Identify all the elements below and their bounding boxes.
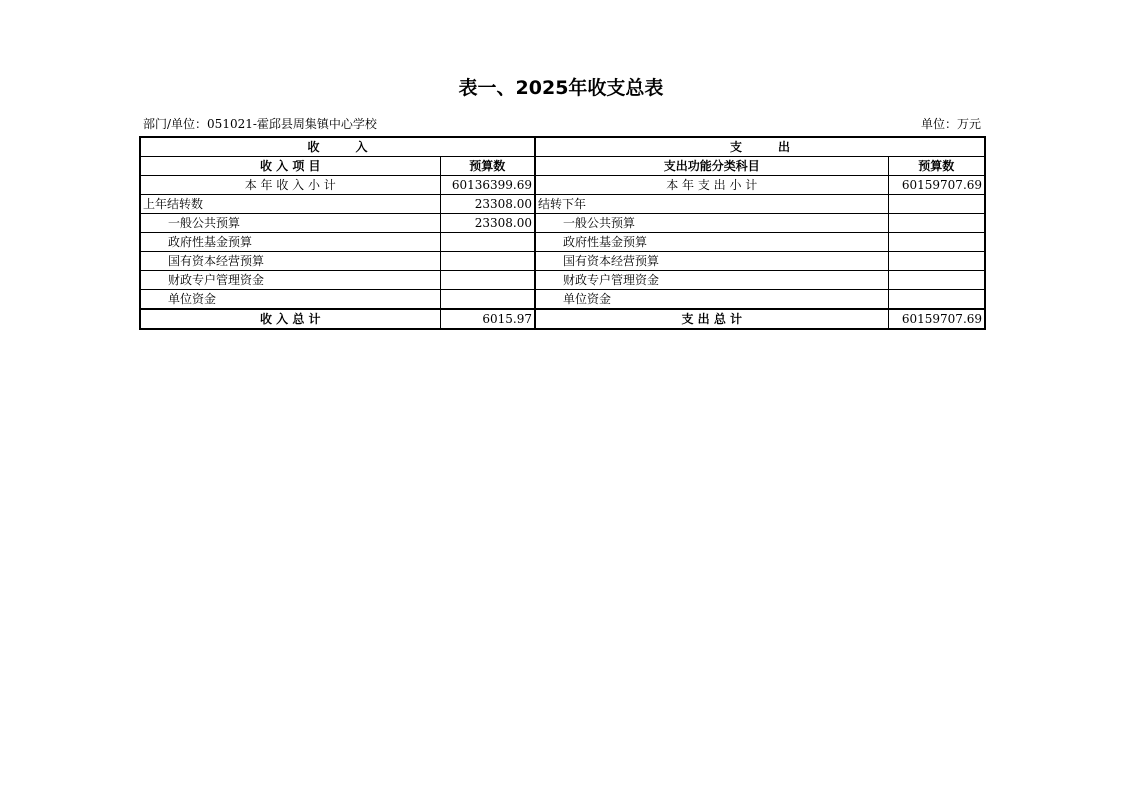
table-row [140, 252, 985, 271]
expense-row-label: 单位资金 [535, 290, 888, 310]
department-label: 部门/单位：051021-霍邱县周集镇中心学校 [143, 117, 377, 131]
expense-budget-header: 预算数 [888, 157, 985, 176]
expense-total-label: 支 出 总 计 [535, 309, 888, 329]
income-row-value [440, 252, 535, 271]
income-subtotal-value: 60136399.69 [440, 176, 535, 195]
section-header-row [140, 137, 985, 157]
income-row-label: 单位资金 [140, 290, 440, 310]
income-total-value: 6015.97 [440, 309, 535, 329]
income-row-value [440, 271, 535, 290]
income-row-label: 一般公共预算 [140, 214, 440, 233]
budget-summary-table [139, 136, 986, 330]
income-row-label: 上年结转数 [140, 195, 440, 214]
expense-row-value [888, 233, 985, 252]
expense-row-value [888, 271, 985, 290]
income-row-value [440, 290, 535, 310]
unit-label: 单位：万元 [920, 117, 981, 131]
expense-row-value [888, 290, 985, 310]
income-section-header: 收 入 [140, 137, 535, 157]
income-subtotal-label: 本 年 收 入 小 计 [140, 176, 440, 195]
income-total-label: 收 入 总 计 [140, 309, 440, 329]
page-title: 表一、2025年收支总表 [458, 77, 664, 99]
expense-row-label: 财政专户管理资金 [535, 271, 888, 290]
income-budget-header: 预算数 [440, 157, 535, 176]
income-row-value: 23308.00 [440, 214, 535, 233]
expense-row-value [888, 252, 985, 271]
table-row [140, 195, 985, 214]
income-row-value: 23308.00 [440, 195, 535, 214]
expense-row-label: 政府性基金预算 [535, 233, 888, 252]
table-row [140, 271, 985, 290]
income-row-label: 政府性基金预算 [140, 233, 440, 252]
income-row-label: 国有资本经营预算 [140, 252, 440, 271]
table-row [140, 233, 985, 252]
expense-row-value [888, 195, 985, 214]
table-row [140, 290, 985, 310]
expense-row-value [888, 214, 985, 233]
table-row [140, 176, 985, 195]
expense-row-label: 一般公共预算 [535, 214, 888, 233]
expense-row-label: 结转下年 [535, 195, 888, 214]
income-row-label: 财政专户管理资金 [140, 271, 440, 290]
expense-subtotal-value: 60159707.69 [888, 176, 985, 195]
expense-subtotal-label: 本 年 支 出 小 计 [535, 176, 888, 195]
income-item-header: 收 入 项 目 [140, 157, 440, 176]
expense-item-header: 支出功能分类科目 [535, 157, 888, 176]
column-header-row [140, 157, 985, 176]
income-row-value [440, 233, 535, 252]
table-row [140, 214, 985, 233]
expense-section-header: 支 出 [535, 137, 985, 157]
total-row [140, 309, 985, 329]
expense-total-value: 60159707.69 [888, 309, 985, 329]
expense-row-label: 国有资本经营预算 [535, 252, 888, 271]
